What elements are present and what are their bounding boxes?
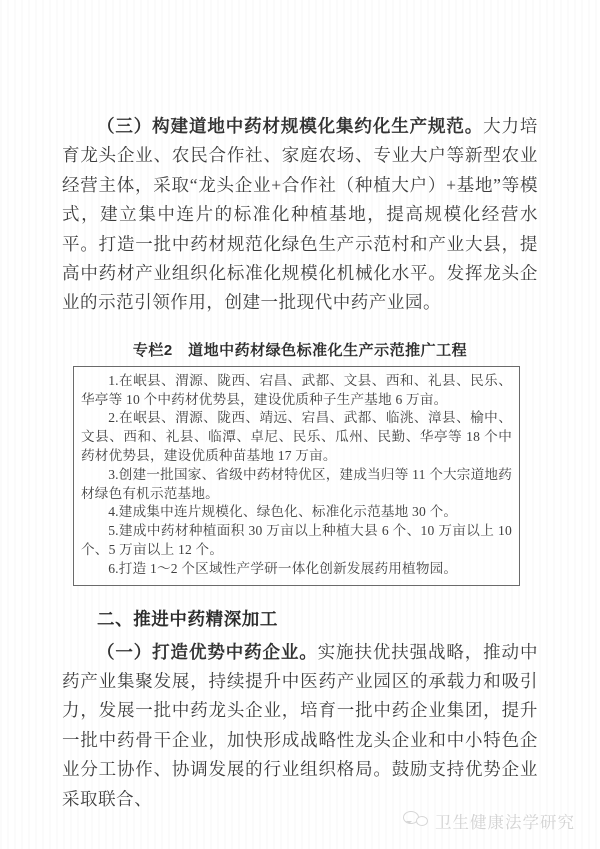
section-heading: 二、推进中药精深加工 [97,608,278,629]
paragraph-1 [62,112,538,318]
column-box-item: 3.创建一批国家、省级中药材特优区，建成当归等 11 个大宗道地药材绿色有机示范基地。 [81,466,512,501]
column-box-item: 1.在岷县、渭源、陇西、宕昌、武都、文县、西和、礼县、民乐、华亭等 10 个中药材优势县，建设优质种子生产基地 6 万亩。 [81,372,512,407]
paragraph-1-body: 大力培育龙头企业、农民合作社、家庭农场、专业大户等新型农业经营主体，采取“龙头企业+合作社（种植大户）+基地”等模式，建立集中连片的标准化种植基地，提高规模化经营水平。打造一批中药材规范化绿色生产示范村和产业大县，提高中药材产业组织化标准化规模化机械化水平。发挥龙头企业的示范引领作用，创建一批现代中药产业园。 [62,116,538,313]
column-box-item: 4.建成集中连片规模化、绿色化、标准化示范基地 30 个。 [108,504,458,520]
column-box [73,366,520,586]
paragraph-2-body: 实施扶优扶强战略，推动中药产业集聚发展，持续提升中医药产业园区的承载力和吸引力，发展一批中药龙头企业，培育一批中药企业集团，提升一批中药骨干企业，加快形成战略性龙头企业和中小特色企业分工协作、协调发展的行业组织格局。鼓励支持优势企业采取联合、 [62,641,538,809]
column-box-item: 2.在岷县、渭源、陇西、靖远、宕昌、武都、临洮、漳县、榆中、文县、西和、礼县、临潭、卓尼、民乐、瓜州、民勤、华亭等 18 个中药材优势县，建设优质种苗基地 17 万亩。 [81,410,512,464]
paragraph-2 [62,638,538,814]
paragraph-2-lead: （一）打造优势中药企业。 [97,641,318,662]
watermark-label: 卫生健康法学研究 [435,814,575,832]
column-box-item: 5.建成中药材种植面积 30 万亩以上种植大县 6 个、10 万亩以上 10 个、5 万亩以上 12 个。 [81,523,512,558]
wechat-icon [403,810,429,832]
column-box-item: 6.打造 1～2 个区域性产学研一体化创新发展药用植物园。 [108,560,458,576]
paragraph-1-lead: （三）构建道地中药材规模化集约化生产规范。 [97,116,484,136]
column-box-title: 专栏2 道地中药材绿色标准化生产示范推广工程 [132,341,468,359]
watermark [403,809,575,833]
